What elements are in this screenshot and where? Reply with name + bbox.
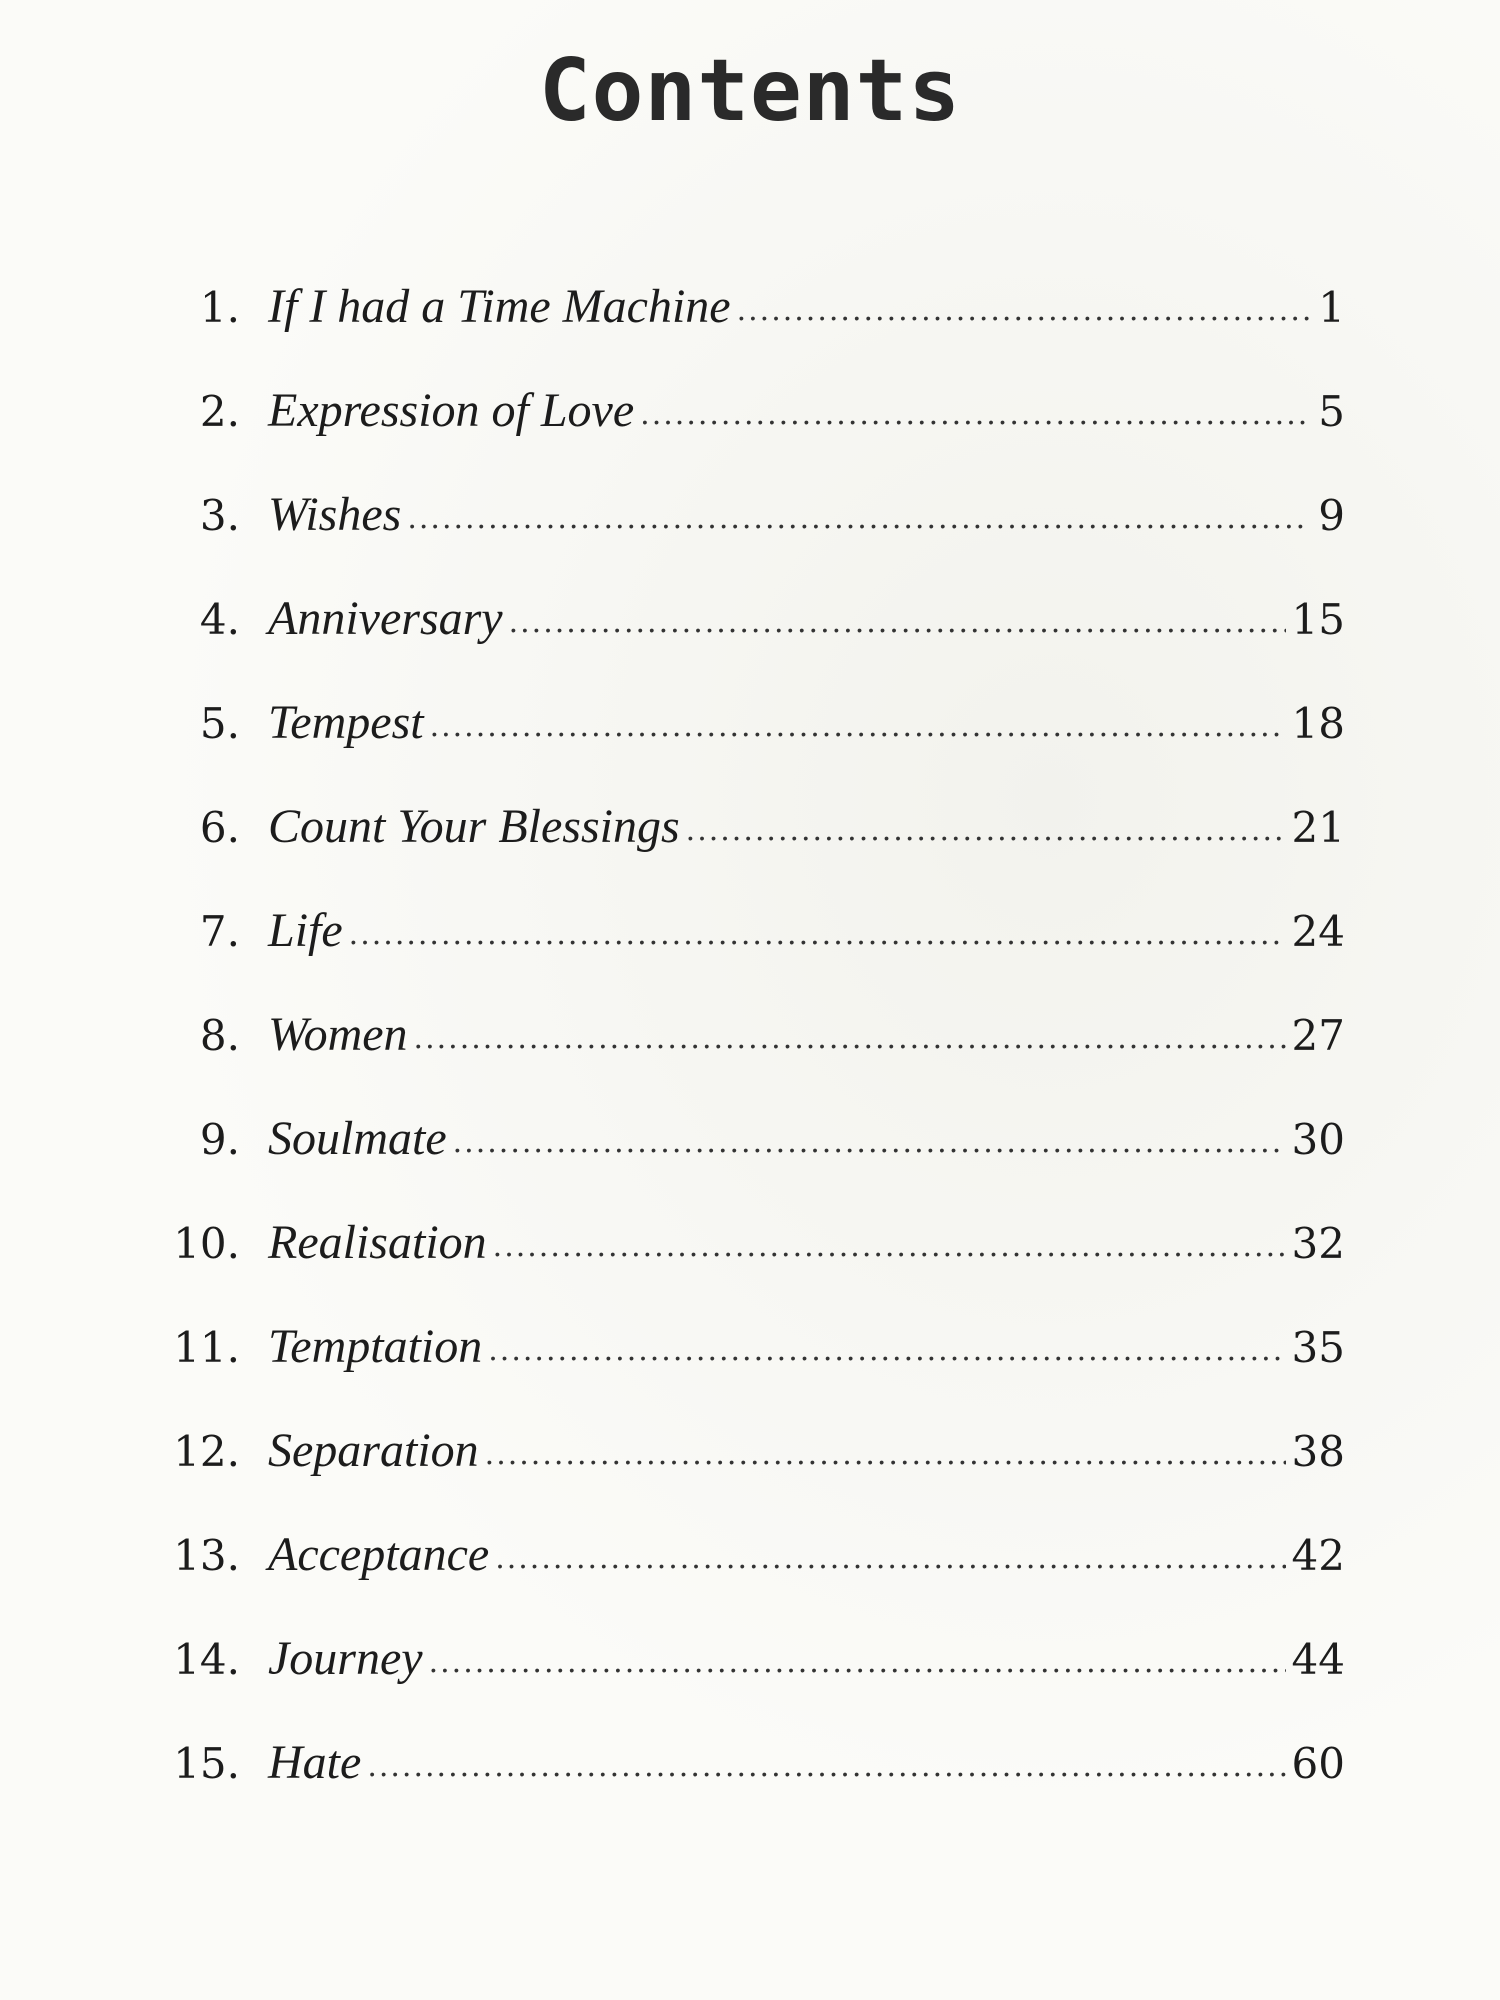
dot-leader [453,1128,1286,1158]
dot-leader [640,400,1309,430]
toc-entry [130,1736,1345,1843]
toc-entry [130,904,1345,1011]
entry-number: 11. [173,1323,240,1372]
toc-entry [130,1632,1345,1739]
entry-title: Tempest [268,696,424,749]
toc-entry [130,1528,1345,1635]
entry-page-number: 24 [1291,907,1345,956]
entry-page-number: 9 [1318,491,1345,540]
entry-title: Soulmate [268,1112,447,1165]
entry-page-number: 44 [1291,1635,1345,1684]
toc-entry [130,1008,1345,1115]
entry-page-number: 18 [1291,699,1345,748]
entry-title: If I had a Time Machine [268,280,731,333]
entry-page-number: 15 [1291,595,1345,644]
entry-page-number: 5 [1318,387,1345,436]
entry-title: Realisation [268,1216,487,1269]
entry-number: 2. [199,387,240,436]
entry-page-number: 42 [1291,1531,1345,1580]
entry-title: Acceptance [268,1528,490,1581]
dot-leader [509,608,1286,638]
entry-number: 10. [173,1219,240,1268]
entry-number: 4. [199,595,240,644]
toc-entry [130,280,1345,387]
entry-title: Women [268,1008,408,1061]
entry-number: 9. [199,1115,240,1164]
entry-number: 15. [173,1739,240,1788]
table-of-contents [130,280,1345,1843]
entry-page-number: 60 [1291,1739,1345,1788]
entry-number: 8. [199,1011,240,1060]
toc-entry [130,488,1345,595]
dot-leader [367,1752,1285,1782]
entry-number: 14. [173,1635,240,1684]
entry-page-number: 35 [1291,1323,1345,1372]
dot-leader [488,1336,1285,1366]
entry-page-number: 32 [1291,1219,1345,1268]
page-title: Contents [538,41,962,141]
entry-page-number: 1 [1318,283,1345,332]
dot-leader [686,816,1286,846]
dot-leader [493,1232,1286,1262]
entry-number: 1. [199,283,240,332]
entry-page-number: 38 [1291,1427,1345,1476]
dot-leader [429,1648,1286,1678]
toc-entry [130,1424,1345,1531]
dot-leader [430,712,1286,742]
toc-entry [130,1112,1345,1219]
entry-title: Temptation [268,1320,483,1373]
dot-leader [485,1440,1286,1470]
toc-entry [130,384,1345,491]
entry-number: 5. [199,699,240,748]
toc-entry [130,1216,1345,1323]
entry-title: Expression of Love [268,384,635,437]
toc-entry [130,696,1345,803]
dot-leader [737,296,1309,326]
entry-title: Journey [268,1632,423,1685]
dot-leader [407,504,1309,534]
toc-entry [130,800,1345,907]
toc-entry [130,592,1345,699]
entry-title: Hate [268,1736,362,1789]
dot-leader [414,1024,1286,1054]
entry-number: 7. [199,907,240,956]
entry-page-number: 27 [1291,1011,1345,1060]
entry-page-number: 21 [1291,803,1345,852]
entry-number: 3. [199,491,240,540]
entry-title: Separation [268,1424,479,1477]
entry-number: 6. [199,803,240,852]
entry-title: Wishes [268,488,402,541]
dot-leader [495,1544,1285,1574]
entry-title: Life [268,904,343,957]
entry-page-number: 30 [1291,1115,1345,1164]
toc-entry [130,1320,1345,1427]
entry-title: Anniversary [268,592,503,645]
entry-number: 12. [173,1427,240,1476]
entry-title: Count Your Blessings [268,800,680,853]
dot-leader [349,920,1286,950]
entry-number: 13. [173,1531,240,1580]
